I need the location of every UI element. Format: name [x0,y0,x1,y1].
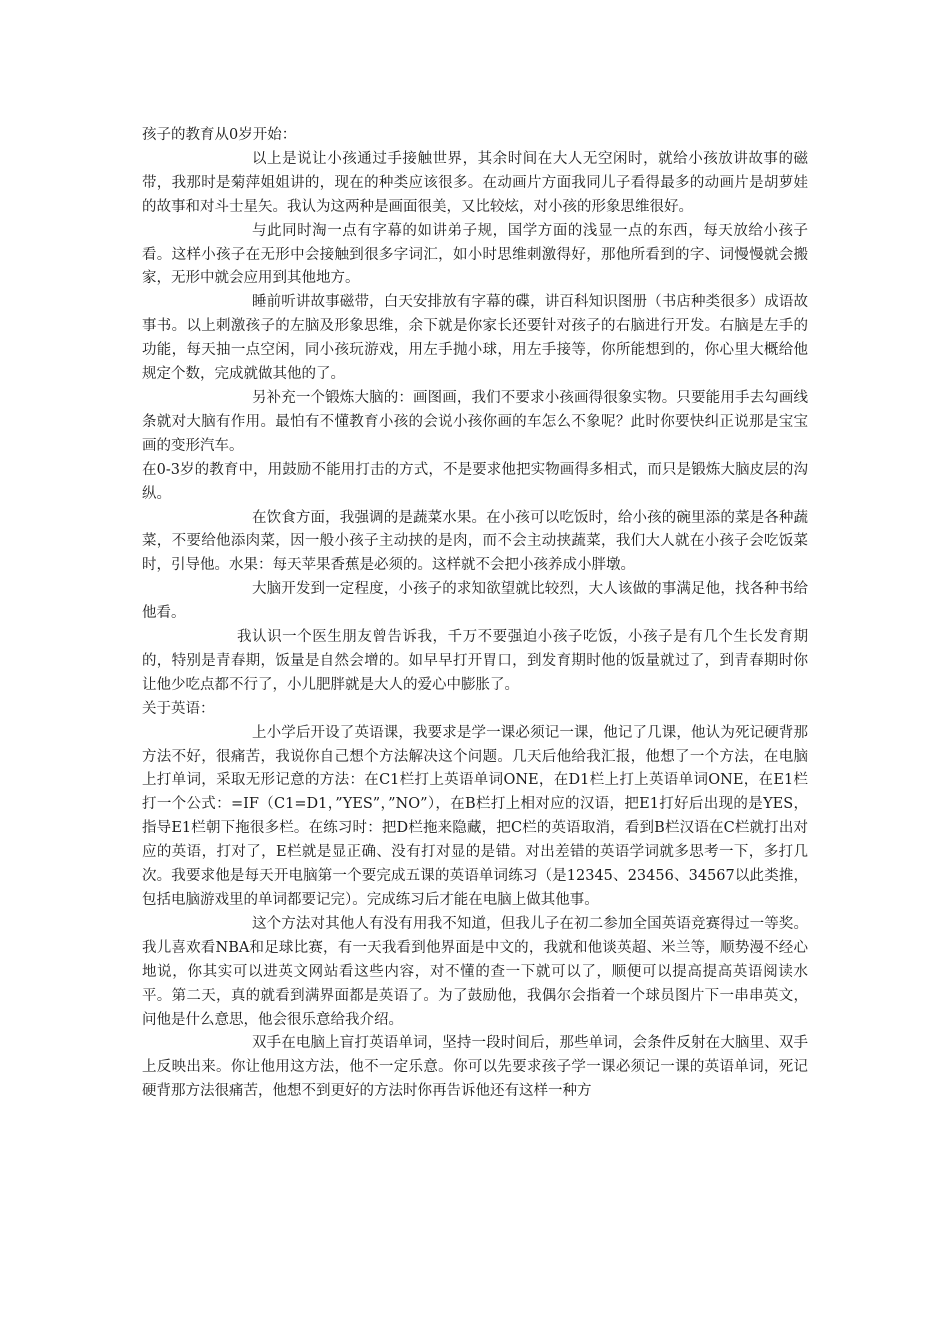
paragraph-subtitled-content: 与此同时淘一点有字幕的如讲弟子规，国学方面的浅显一点的东西，每天放给小孩子看。这样小孩子在无形中会接触到很多字词汇，如小时思维刺激得好，那他所看到的字、词慢慢就会搬家，无形中就会应用到其他地方。 [142,222,808,287]
paragraph-english-method: 上小学后开设了英语课，我要求是学一课必须记一课，他记了几课，他认为死记硬背那方法不好，很痛苦，我说你自己想个方法解决这个问题。几天后他给我汇报，他想了一个方法，在电脑上打单词，采取无形记意的方法：在C1栏打上英语单词ONE，在D1栏上打上英语单词ONE，在E1栏打一个公式：=IF（C1=D1，”YES”，”NO”），在B栏打上相对应的汉语，把E1打好后出现的是YES，指导E1栏朝下拖很多栏。在练习时：把D栏拖来隐藏，把C栏的英语取消，看到B栏汉语在C栏就打出对应的英语，打对了，E栏就是显正确、没有打对显的是错。对出差错的英语学词就多思考一下，多打几次。我要求他是每天开电脑第一个要完成五课的英语单词练习（是12345、23456、34567以此类推，包括电脑游戏里的单词都要记完）。完成练习后才能在电脑上做其他事。 [142,724,808,908]
heading-about-english: 关于英语： [142,700,215,717]
paragraph-drawing-exercise: 另补充一个锻炼大脑的：画图画，我们不要求小孩画得很象实物。只要能用手去勾画线条就对大脑有作用。最怕有不懂教育小孩的会说小孩你画的车怎么不象呢？此时你要快纠正说那是宝宝画的变形汽车。 [142,389,808,454]
paragraph-curiosity-books: 大脑开发到一定程度，小孩子的求知欲望就比较烈，大人该做的事满足他，找各种书给他看。 [142,581,808,622]
paragraph-touch-world-tapes: 以上是说让小孩通过手接触世界，其余时间在大人无空闲时，就给小孩放讲故事的磁带，我那时是菊萍姐姐讲的，现在的种类应该很多。在动画片方面我同儿子看得最多的动画片是胡萝娃的故事和对斗士星矢。我认为这两种是画面很美，又比较炫，对小孩的形象思维很好。 [142,150,808,215]
paragraph-encouragement: 在0-3岁的教育中，用鼓励不能用打击的方式，不是要求他把实物画得多相式，而只是锻炼大脑皮层的沟纵。 [142,461,808,502]
paragraph-touch-typing: 双手在电脑上盲打英语单词，坚持一段时间后，那些单词，会条件反射在大脑里、双手上反映出来。你让他用这方法，他不一定乐意。你可以先要求孩子学一课必须记一课的英语单词，死记硬背那方法很痛苦，他想不到更好的方法时你再告诉他还有这样一种方 [142,1035,808,1100]
heading-education-from-zero: 孩子的教育从0岁开始： [142,127,297,143]
paragraph-diet: 在饮食方面，我强调的是蔬菜水果。在小孩可以吃饭时，给小孩的碗里添的菜是各种蔬菜，不要给他添肉菜，因一般小孩子主动挟的是肉，而不会主动挟蔬菜，我们大人就在小孩子会吃饭菜时，引导他。水果：每天苹果香蕉是必须的。这样就不会把小孩养成小胖墩。 [142,509,808,574]
paragraph-bedtime-stories: 睡前听讲故事磁带，白天安排放有字幕的碟，讲百科知识图册（书店种类很多）成语故事书。以上刺激孩子的左脑及形象思维，余下就是你家长还要针对孩子的右脑进行开发。右脑是左手的功能，每天抽一点空闲，同小孩玩游戏，用左手抛小球，用左手接等，你所能想到的，你心里大概给他规定个数，完成就做其他的了。 [142,294,808,383]
document-body [142,124,808,1104]
paragraph-doctor-advice: 我认识一个医生朋友曾告诉我，千万不要强迫小孩子吃饭，小孩子是有几个生长发育期的，特别是青春期，饭量是自然会增的。如早早打开胃口，到发育期时他的饭量就过了，到青春期时你让他少吃点都不行了，小儿肥胖就是大人的爱心中膨胀了。 [142,629,808,693]
paragraph-english-results: 这个方法对其他人有没有用我不知道，但我儿子在初二参加全国英语竞赛得过一等奖。我儿喜欢看NBA和足球比赛，有一天我看到他界面是中文的，我就和他谈英超、米兰等，顺势漫不经心地说，你其实可以进英文网站看这些内容，对不懂的查一下就可以了，顺便可以提高提高英语阅读水平。第二天，真的就看到满界面都是英语了。为了鼓励他，我偶尔会指着一个球员图片下一串串英文，问他是什么意思，他会很乐意给我介绍。 [142,915,808,1028]
